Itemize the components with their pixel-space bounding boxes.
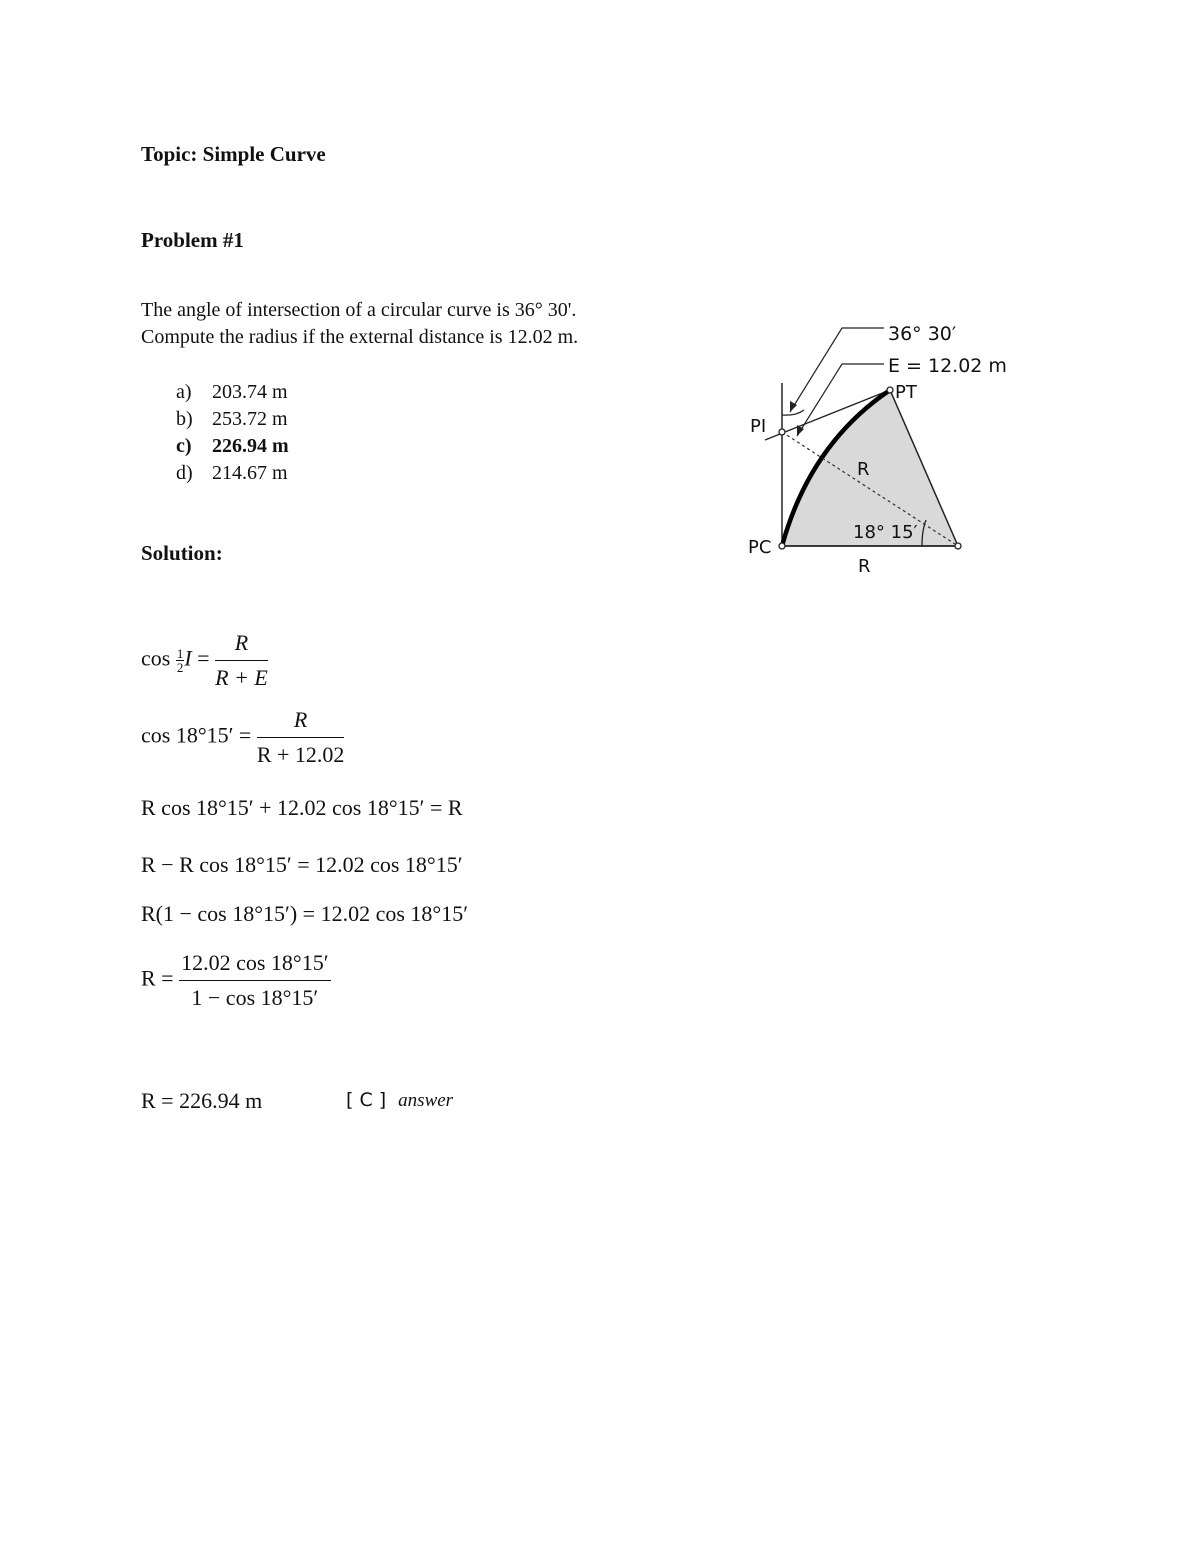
problem-number: Problem #1	[141, 228, 244, 252]
choice-b: b) 253.72 m	[176, 408, 288, 430]
point-pc	[779, 543, 785, 549]
label-radius-base: R	[858, 556, 871, 577]
label-radius-diag: R	[857, 459, 870, 480]
equation-6: R = $\frac{12.02 \cos 18^\circ 15'}{1 - \cos 18^\circ 15'}$	[141, 950, 329, 1010]
equation-5: R(1 − cos 18°15′) = 12.02 cos 18°15′	[141, 901, 469, 926]
label-half-angle: 18° 15′	[853, 522, 918, 543]
equation-3: R cos 18°15′ + 12.02 cos 18°15′ = R	[141, 795, 463, 820]
answer-marker	[346, 1089, 453, 1112]
problem-line-2: Compute the radius if the external distance is 12.02 m.	[141, 326, 579, 348]
choice-d: d) 214.67 m	[176, 462, 288, 484]
answer-word: answer	[398, 1090, 454, 1111]
choice-c: c) 226.94 m	[176, 435, 289, 457]
topic-heading: Topic: Simple Curve	[141, 142, 326, 166]
choice-a: a) 203.74 m	[176, 381, 288, 403]
result-equation: R = 226.94 m	[141, 1088, 263, 1113]
point-center	[955, 543, 961, 549]
leader-angle	[790, 328, 884, 412]
equation-4: R − R cos 18°15′ = 12.02 cos 18°15′	[141, 852, 463, 877]
equation-1: cos $\frac{1}{2}$ I = $\frac{R}{R + E}$	[141, 630, 268, 690]
answer-choice: [ C ]	[346, 1089, 387, 1111]
problem-line-1: The angle of intersection of a circular curve is 36° 30'.	[141, 299, 577, 321]
angle-arc-pi	[782, 410, 804, 415]
label-pi: PI	[750, 416, 767, 437]
equation-2: cos 18°15′ = $\frac{R}{R + 12.02}$	[141, 707, 345, 767]
label-external: E = 12.02 m	[888, 355, 1007, 377]
point-pi	[779, 429, 785, 435]
label-pt: PT	[895, 382, 917, 403]
label-pc: PC	[748, 537, 772, 558]
curve-diagram	[0, 0, 1200, 700]
point-pt	[887, 387, 893, 393]
label-angle-i: 36° 30′	[888, 323, 957, 345]
solution-heading: Solution:	[141, 541, 223, 565]
